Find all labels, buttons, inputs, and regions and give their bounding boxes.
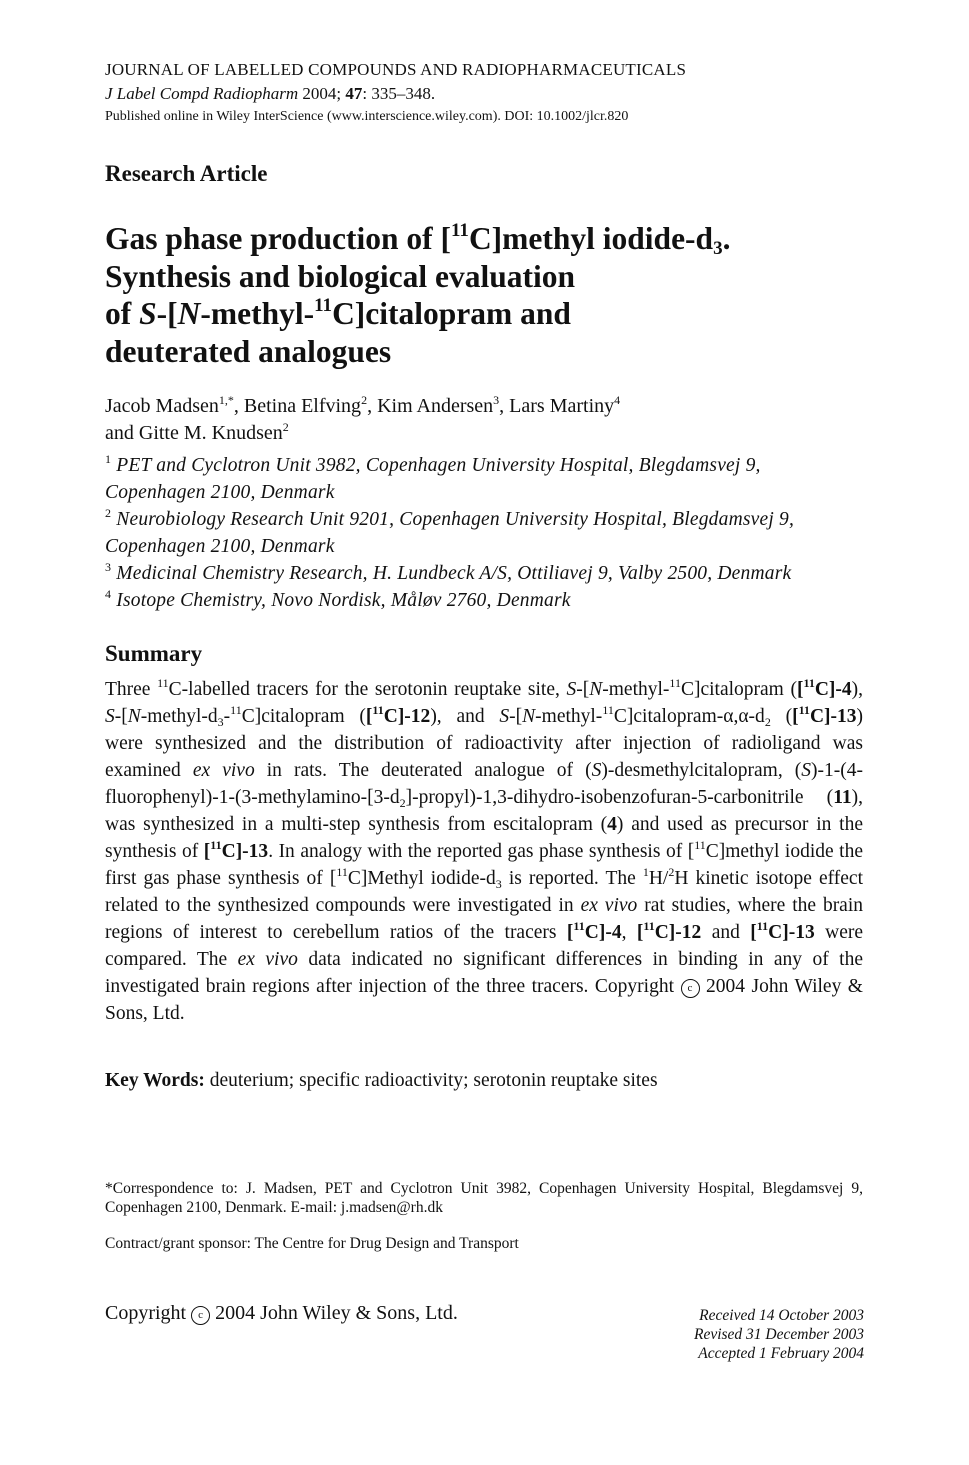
summary-heading: Summary bbox=[105, 641, 203, 666]
title-line-2: Synthesis and biological evaluation bbox=[105, 258, 575, 294]
grant-sponsor: Contract/grant sponsor: The Centre for Drug Design and Transport bbox=[105, 1235, 519, 1252]
affiliation-3: $^3$ Medicinal Chemistry Research, H. Lundbeck A/S, Ottiliavej 9, Valby 2500, Denmark bbox=[105, 560, 792, 584]
publication-info: Published online in Wiley InterScience (www.interscience.wiley.com). DOI: 10.1002/jlcr.820 bbox=[105, 109, 629, 124]
revised-date: Revised 31 December 2003 bbox=[693, 1326, 864, 1343]
journal-name: JOURNAL OF LABELLED COMPOUNDS AND RADIOPHARMACEUTICALS bbox=[105, 60, 687, 79]
correspondence-note: *Correspondence to: J. Madsen, PET and Cyclotron Unit 3982, Copenhagen University Hospital, Blegdamsvej 9, Copenhagen 2100, Denmark. E-mail: j.madsen@rh.dk bbox=[105, 1180, 863, 1216]
affiliation-4: $^4$ Isotope Chemistry, Novo Nordisk, Måløv 2760, Denmark bbox=[105, 587, 571, 611]
article-title bbox=[105, 220, 865, 370]
author-list bbox=[105, 393, 865, 447]
keywords bbox=[105, 1070, 658, 1092]
citation-journal: J Label Compd Radiopharm bbox=[105, 84, 299, 103]
citation-pages: : 335–348. bbox=[362, 84, 436, 103]
affiliation-1: $^1$ PET and Cyclotron Unit 3982, Copenhagen University Hospital, Blegdamsvej 9, Copenhagen 2100, Denmark bbox=[105, 452, 761, 503]
citation-volume: 47 bbox=[345, 84, 363, 103]
history-dates bbox=[694, 1306, 864, 1363]
authors-line-1: Jacob Madsen$^{1,*}$, Betina Elfving$^2$, Kim Andersen$^3$, Lars Martiny$^4$ bbox=[105, 393, 621, 417]
copyright-symbol: c bbox=[191, 1306, 210, 1325]
citation bbox=[105, 84, 435, 104]
title-line-4: deuterated analogues bbox=[105, 333, 392, 369]
article-type: Research Article bbox=[105, 161, 268, 186]
received-date: Received 14 October 2003 bbox=[699, 1307, 864, 1324]
authors-line-2: and Gitte M. Knudsen$^2$ bbox=[105, 420, 289, 444]
copyright-symbol: c bbox=[681, 979, 700, 998]
keywords-text: deuterium; specific radioactivity; serotonin reuptake sites bbox=[204, 1070, 658, 1091]
summary-text: Three $^{11}$C-labelled tracers for the serotonin reuptake site, S-[N-methyl-$^{11}$C]citalopram ([$^{11}$C]-4), $S-[N-methyl-d_3-^{11}C]citalopram$ ([$^{11}$C]-12), and $S-[N-methyl-^{11}C]citalopram-\alpha,\alpha-d_2$ ([$^{11}$C]-13) were synthesized and the distribution of radioactivity after injection of radioligand was examined ex vivo in rats. The deuterated analogue of (S)-desmethylcitalopram, $(S)-1-(4-fluorophenyl)-1-(3-methylamino-[3-d_2]-propyl)-1,3-dihydro-isobenzofuran-5$-carbonitrile (11), was synthesized in a multi-step synthesis from escitalopram (4) and used as precursor in the synthesis of [$^{11}$C]-13. In analogy with the reported gas phase synthesis of [$^{11}$C]methyl iodide the first gas phase synthesis of [$^{11}$C]Methyl iodide-$d_3$ is reported. The $^1$H/$^2$H kinetic isotope effect related to the synthesized compounds were investigated in ex vivo rat studies, where the brain regions of interest to cerebellum ratios of the tracers [$^{11}$C]-4, [$^{11}$C]-12 and [$^{11}$C]-13 were compared. The ex vivo data indicated no significant differences in binding in any of the investigated brain regions after injection of the three tracers. Copyright c 2004 John Wiley & Sons, Ltd. bbox=[105, 676, 864, 1024]
accepted-date: Accepted 1 February 2004 bbox=[698, 1345, 864, 1362]
keywords-label: Key Words: bbox=[105, 1070, 205, 1091]
affiliation-2: $^2$ Neurobiology Research Unit 9201, Copenhagen University Hospital, Blegdamsvej 9, Copenhagen 2100, Denmark bbox=[105, 506, 795, 557]
title-line-3: of S-[N-methyl-$^{11}$C]citalopram and bbox=[105, 295, 571, 331]
title-line-1: Gas phase production of [$^{11}$C]methyl iodide-$d_3$. bbox=[105, 220, 731, 259]
citation-year: 2004; bbox=[302, 84, 342, 103]
footer-copyright: Copyright c 2004 John Wiley & Sons, Ltd. bbox=[105, 1302, 458, 1324]
